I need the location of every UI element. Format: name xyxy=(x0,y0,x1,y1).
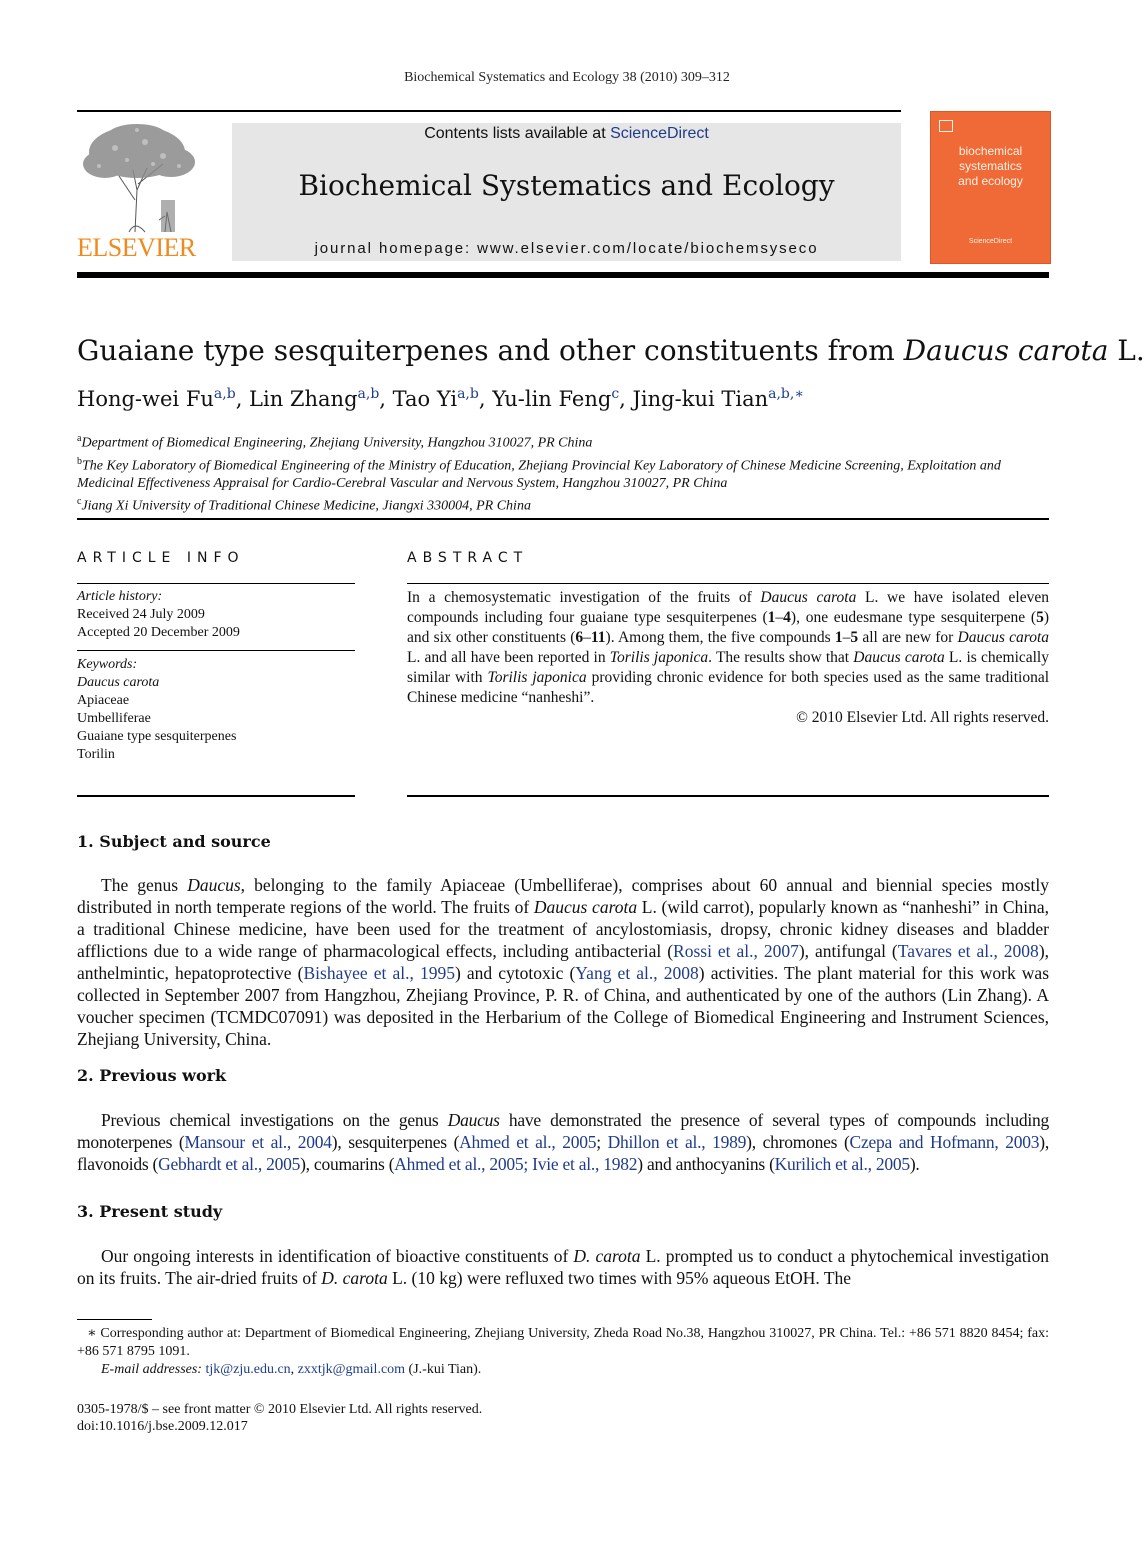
contents-prefix: Contents lists available at xyxy=(424,125,611,142)
text-fragment: L. (wild carrot), popularly known as “nanheshi” in China, a traditional Chinese medicine, have been used for the treatment of ancylostomiasis, dropsy, chronic kidney diseases and bladder afflictions due to a wide range of pharmacological effects, including antibacterial ( xyxy=(77,897,1049,961)
affiliation-a xyxy=(77,430,1049,453)
history-label: Article history: xyxy=(77,589,163,604)
species-name: D. carota xyxy=(321,1268,388,1288)
email-separator: , xyxy=(290,1362,298,1377)
affiliation-b xyxy=(77,453,1049,494)
text-fragment: have demonstrated the presence of several types of compounds including monoterpenes ( xyxy=(77,1110,1049,1152)
affiliation-marker: c xyxy=(77,496,82,508)
author-name[interactable]: Jing-kui Tian xyxy=(632,387,769,411)
author-affiliation-marker[interactable]: a,b xyxy=(357,386,380,402)
cover-title-line: and ecology xyxy=(958,174,1023,188)
email-link[interactable]: zxxtjk@gmail.com xyxy=(297,1362,406,1377)
citation-link[interactable]: Mansour et al., 2004 xyxy=(184,1132,332,1152)
author-separator: , xyxy=(478,387,493,411)
citation-link[interactable]: Ahmed et al., 2005 xyxy=(459,1132,597,1152)
text-fragment: , belonging to the family Apiaceae (Umbelliferae), comprises about 60 annual and biennial species mostly distributed in north temperate regions of the world. The fruits of xyxy=(77,875,1049,917)
journal-cover-thumbnail[interactable] xyxy=(930,111,1051,264)
cover-sciencedirect: ScienceDirect xyxy=(968,238,1013,245)
section-3-paragraph xyxy=(77,1245,1049,1289)
text-fragment: ), chromones ( xyxy=(746,1132,850,1152)
keyword-item: Daucus carota xyxy=(77,675,160,690)
elsevier-logo[interactable] xyxy=(75,120,205,265)
article-info-bottom-rule xyxy=(77,795,355,797)
keyword-item: Umbelliferae xyxy=(77,711,151,726)
article-history xyxy=(77,588,355,642)
elsevier-wordmark: ELSEVIER xyxy=(77,233,196,262)
abstract-heading: ABSTRACT xyxy=(407,550,529,566)
title-suffix: L. xyxy=(1108,334,1145,367)
text-fragment: ). xyxy=(909,1154,920,1174)
article-info-rule xyxy=(77,583,355,584)
doi-line[interactable]: doi:10.1016/j.bse.2009.12.017 xyxy=(77,1419,248,1434)
author-affiliation-marker[interactable]: c xyxy=(611,386,620,402)
text-fragment: ), flavonoids ( xyxy=(77,1132,1049,1174)
issn-line: 0305-1978/$ – see front matter © 2010 Elsevier Ltd. All rights reserved. xyxy=(77,1402,483,1417)
affiliation-c xyxy=(77,493,1049,516)
author-affiliation-marker[interactable] xyxy=(768,386,804,402)
text-fragment: Previous chemical investigations on the genus xyxy=(101,1110,448,1130)
author-affiliation-marker[interactable]: a,b xyxy=(457,386,479,402)
accepted-date: Accepted 20 December 2009 xyxy=(77,625,240,640)
author-name[interactable]: Tao Yi xyxy=(392,387,458,411)
keywords-rule xyxy=(77,650,355,651)
abstract-fragment: – xyxy=(842,629,851,646)
journal-homepage[interactable]: journal homepage: www.elsevier.com/locate/biochemsyseco xyxy=(314,240,819,257)
abstract-rule xyxy=(407,583,1049,584)
affiliation-text: Jiang Xi University of Traditional Chinese Medicine, Jiangxi 330004, PR China xyxy=(81,498,531,514)
keywords-label: Keywords: xyxy=(77,657,138,672)
citation-link[interactable]: Yang et al., 2008 xyxy=(575,963,699,983)
species-name: D. carota xyxy=(573,1246,641,1266)
text-fragment: L. prompted us to conduct a phytochemical investigation on its fruits. The air-dried fruits of xyxy=(77,1246,1049,1288)
author-separator: , xyxy=(619,387,633,411)
author-name[interactable]: Lin Zhang xyxy=(249,387,358,411)
received-date: Received 24 July 2009 xyxy=(77,607,205,622)
abstract-bottom-rule xyxy=(407,795,1049,797)
abstract-fragment: . The results show that xyxy=(708,649,854,666)
section-heading: 2. Previous work xyxy=(77,1066,227,1085)
copyright-notice: © 2010 Elsevier Ltd. All rights reserved. xyxy=(796,709,1049,726)
affiliation-marker: a xyxy=(77,433,82,444)
masthead-rule xyxy=(77,272,1049,278)
journal-title: Biochemical Systematics and Ecology xyxy=(298,169,835,202)
article-info-heading: ARTICLE INFO xyxy=(77,550,245,566)
text-fragment: ), coumarins ( xyxy=(300,1154,395,1174)
cover-logo-icon xyxy=(939,120,953,132)
abstract-text xyxy=(407,588,1049,728)
front-matter-rule xyxy=(77,518,1049,520)
affiliation-letters: a,b, xyxy=(768,386,795,402)
abstract-fragment: L. is chemically similar with xyxy=(407,649,1049,686)
abstract-fragment: – xyxy=(583,629,591,646)
footnote-text xyxy=(77,1325,1049,1361)
compound-number: 5 xyxy=(850,629,859,646)
author-separator: , xyxy=(379,387,393,411)
abstract-panel xyxy=(407,550,1049,728)
citation-link[interactable]: Dhillon et al., 1989 xyxy=(607,1132,747,1152)
email-link[interactable]: tjk@zju.edu.cn xyxy=(205,1362,291,1377)
author-separator: , xyxy=(235,387,250,411)
author-name[interactable]: Yu-lin Feng xyxy=(492,387,612,411)
title-species: Daucus carota xyxy=(903,334,1109,367)
corresponding-author-footnote xyxy=(77,1325,1049,1379)
text-fragment: ) and anthocyanins ( xyxy=(637,1154,775,1174)
species-name: Daucus carota xyxy=(957,629,1049,646)
abstract-fragment: L. and all have been reported in xyxy=(407,649,610,666)
abstract-fragment: ), one eudesmane type sesquiterpene ( xyxy=(790,609,1037,626)
citation-link[interactable]: Rossi et al., 2007 xyxy=(673,941,799,961)
text-fragment: ), antifungal ( xyxy=(798,941,898,961)
text-fragment: L. (10 kg) were refluxed two times with 95% aqueous EtOH. The xyxy=(387,1268,852,1288)
species-name: Daucus carota xyxy=(533,897,638,917)
citation-link[interactable]: Ahmed et al., 2005; Ivie et al., 1982 xyxy=(394,1154,638,1174)
keywords-block xyxy=(77,656,355,764)
section-heading: 3. Present study xyxy=(77,1202,223,1221)
footnote-body: Corresponding author at: Department of Biomedical Engineering, Zhejiang University, Zheda Road No.38, Hangzhou 310027, PR China. Tel.: +86 571 8820 8454; fax: +86 571 8795 1091. xyxy=(77,1326,1049,1359)
affiliation-marker: b xyxy=(77,455,82,467)
text-fragment: ), sesquiterpenes ( xyxy=(331,1132,460,1152)
journal-banner xyxy=(232,123,901,261)
email-label: E-mail addresses: xyxy=(101,1362,206,1377)
species-name: Torilis japonica xyxy=(487,669,587,686)
corresponding-author-star: ∗ xyxy=(794,386,804,402)
compound-number: 6 xyxy=(575,629,584,646)
author-list xyxy=(77,386,1057,411)
text-fragment: ) and cytotoxic ( xyxy=(454,963,576,983)
cover-title xyxy=(931,144,1050,189)
footnote-rule xyxy=(77,1319,152,1320)
contents-line xyxy=(232,125,901,143)
section-heading: 1. Subject and source xyxy=(77,832,271,851)
abstract-fragment: all are new for xyxy=(858,629,958,646)
cover-title-line: systematics xyxy=(959,159,1022,173)
abstract-fragment: – xyxy=(775,609,784,626)
section-1-paragraph xyxy=(77,874,1049,1050)
citation-link[interactable]: Tavares et al., 2008 xyxy=(897,941,1039,961)
section-2-paragraph xyxy=(77,1109,1049,1175)
header-rule xyxy=(77,110,901,112)
compound-number: 1 xyxy=(834,629,843,646)
keyword-item: Guaiane type sesquiterpenes xyxy=(77,729,237,744)
text-fragment: Our ongoing interests in identification of bioactive constituents of xyxy=(101,1246,574,1266)
text-fragment: ; xyxy=(596,1132,608,1152)
citation-link[interactable]: Gebhardt et al., 2005 xyxy=(158,1154,301,1174)
citation-link[interactable]: Kurilich et al., 2005 xyxy=(774,1154,910,1174)
front-matter-footer xyxy=(77,1401,677,1435)
compound-number: 4 xyxy=(783,609,791,626)
elsevier-tree-icon xyxy=(75,120,205,235)
running-head: Biochemical Systematics and Ecology 38 (2010) 309–312 xyxy=(404,70,730,85)
text-fragment: ), anthelmintic, hepatoprotective ( xyxy=(77,941,1050,983)
citation-link[interactable]: Bishayee et al., 1995 xyxy=(303,963,455,983)
affiliation-text: Department of Biomedical Engineering, Zhejiang University, Hangzhou 310027, PR China xyxy=(81,435,593,451)
author-name[interactable]: Hong-wei Fu xyxy=(77,387,214,411)
article-title xyxy=(77,334,1145,367)
cover-title-line: biochemical xyxy=(958,144,1023,158)
sciencedirect-link[interactable]: ScienceDirect xyxy=(610,125,709,142)
citation-link[interactable]: Czepa and Hofmann, 2003 xyxy=(849,1132,1040,1152)
article-info-panel xyxy=(77,550,355,764)
abstract-fragment: ). Among them, the five compounds xyxy=(605,629,835,646)
abstract-fragment: L. we have isolated eleven compounds including four guaiane type sesquiterpenes ( xyxy=(407,589,1050,626)
species-name: Daucus carota xyxy=(760,589,857,606)
text-fragment: ) activities. The plant material for this work was collected in September 2007 from Hangzhou, Zhejiang Province, P. R. of China, and authenticated by one of the authors (Lin Zhang). A voucher specimen (TCMDC07091) was deposited in the Herbarium of the College of Biomedical Engineering and Instrument Sciences, Zhejiang University, China. xyxy=(77,963,1050,1049)
email-suffix: (J.-kui Tian). xyxy=(405,1362,482,1377)
email-line xyxy=(77,1361,1049,1379)
species-name: Daucus carota xyxy=(853,649,945,666)
text-fragment: The genus xyxy=(101,875,188,895)
species-name: Daucus xyxy=(187,875,241,895)
affiliation-text: The Key Laboratory of Biomedical Engineering of the Ministry of Education, Zhejiang Provincial Key Laboratory of Chinese Medicine Screening, Exploitation and Medicinal Effectiveness Appraisal for Cardio-Cerebral Vascular and Nervous System, Hangzhou 310027, PR China xyxy=(77,458,1001,492)
footnote-star: ∗ xyxy=(87,1326,97,1341)
compound-number: 11 xyxy=(590,629,606,646)
keyword-item: Torilin xyxy=(77,747,115,762)
abstract-fragment: ) and six other constituents ( xyxy=(407,609,1049,646)
keyword-item: Apiaceae xyxy=(77,693,130,708)
abstract-fragment: providing chronic evidence for both species used as the same traditional Chinese medicine “nanheshi”. xyxy=(407,669,1049,706)
title-main: Guaiane type sesquiterpenes and other constituents from xyxy=(77,334,904,367)
species-name: Daucus xyxy=(447,1110,500,1130)
affiliations xyxy=(77,430,1049,516)
compound-number: 5 xyxy=(1036,609,1044,626)
author-affiliation-marker[interactable]: a,b xyxy=(213,386,236,402)
compound-number: 1 xyxy=(767,609,776,626)
species-name: Torilis japonica xyxy=(609,649,709,666)
abstract-fragment: In a chemosystematic investigation of the fruits of xyxy=(407,589,761,606)
